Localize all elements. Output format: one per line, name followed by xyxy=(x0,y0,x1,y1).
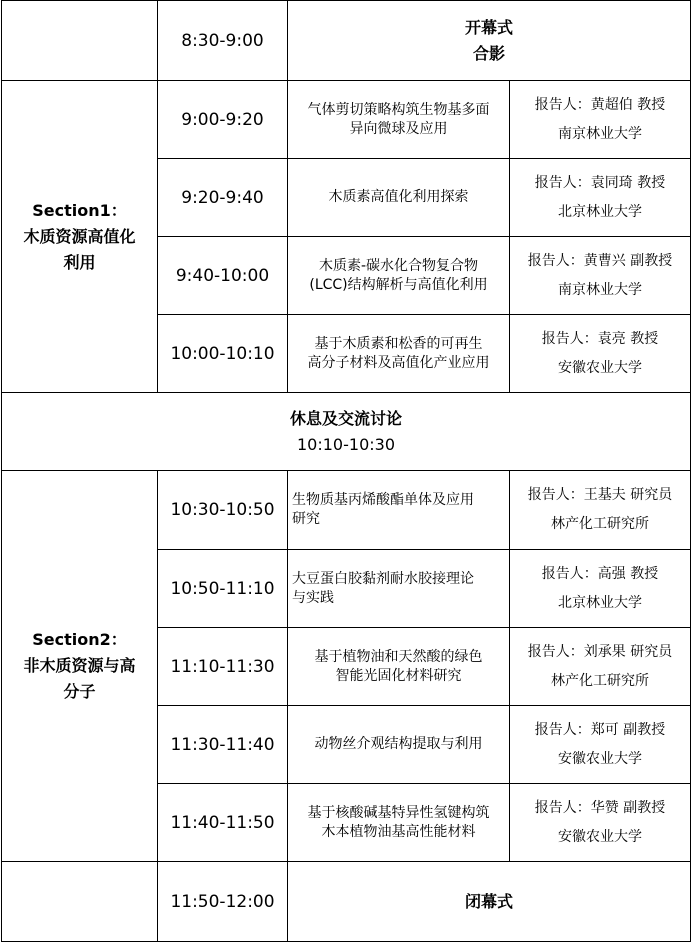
talk-topic-line1: 基于木质素和松香的可再生 xyxy=(314,335,483,352)
talk-topic-line2: 高分子材料及高值化产业应用 xyxy=(307,354,490,371)
talk-topic-line1: 气体剪切策略构筑生物基多面 xyxy=(307,101,490,118)
talk-speaker xyxy=(510,550,691,628)
speaker-affiliation: 安徽农业大学 xyxy=(558,828,642,845)
talk-topic-line1: 生物质基丙烯酸酯单体及应用 xyxy=(292,492,474,508)
opening-row xyxy=(2,1,691,81)
talk-time: 11:40-11:50 xyxy=(158,784,288,862)
speaker-affiliation: 南京林业大学 xyxy=(558,125,642,142)
talk-topic xyxy=(288,628,510,706)
talk-time: 10:00-10:10 xyxy=(158,315,288,393)
table-row xyxy=(2,471,691,550)
talk-speaker xyxy=(510,471,691,550)
agenda-table xyxy=(1,0,691,942)
talk-speaker xyxy=(510,784,691,862)
talk-topic xyxy=(288,237,510,315)
talk-topic-line1: 动物丝介观结构提取与利用 xyxy=(314,736,483,752)
speaker-affiliation: 安徽农业大学 xyxy=(558,750,642,767)
closing-time: 11:50-12:00 xyxy=(158,862,288,942)
talk-speaker xyxy=(510,706,691,784)
talk-topic xyxy=(288,784,510,862)
speaker-name: 报告人：郑可 副教授 xyxy=(534,721,666,738)
speaker-name: 报告人：黄超伯 教授 xyxy=(534,96,666,113)
talk-topic-line2: (LCC)结构解析与高值化利用 xyxy=(309,276,488,293)
speaker-name: 报告人：华赞 副教授 xyxy=(534,799,666,816)
talk-time: 9:20-9:40 xyxy=(158,159,288,237)
empty-cell xyxy=(2,1,158,81)
section1-title: Section1： xyxy=(32,200,127,220)
talk-topic xyxy=(288,706,510,784)
talk-topic xyxy=(288,159,510,237)
opening-cell xyxy=(288,1,691,81)
talk-topic-line2: 与实践 xyxy=(292,589,334,606)
speaker-name: 报告人：高强 教授 xyxy=(541,565,659,582)
talk-topic-line1: 木质素高值化利用探索 xyxy=(328,189,469,205)
talk-topic-line1: 基于核酸碱基特异性氢键构筑 xyxy=(307,804,490,821)
section1-name-line2: 利用 xyxy=(63,252,96,272)
speaker-affiliation: 北京林业大学 xyxy=(558,203,642,220)
talk-speaker xyxy=(510,159,691,237)
closing-title: 闭幕式 xyxy=(465,891,514,911)
speaker-name: 报告人：王基夫 研究员 xyxy=(527,487,673,503)
speaker-affiliation: 南京林业大学 xyxy=(558,281,642,298)
closing-cell xyxy=(288,862,691,942)
speaker-affiliation: 安徽农业大学 xyxy=(558,359,642,376)
talk-time: 11:10-11:30 xyxy=(158,628,288,706)
opening-time: 8:30-9:00 xyxy=(158,1,288,81)
section1-cell xyxy=(2,81,158,393)
table-row xyxy=(2,81,691,159)
talk-time: 9:00-9:20 xyxy=(158,81,288,159)
talk-time: 9:40-10:00 xyxy=(158,237,288,315)
speaker-name: 报告人：袁亮 教授 xyxy=(541,330,659,347)
talk-topic xyxy=(288,471,510,550)
opening-subtitle: 合影 xyxy=(473,43,506,63)
section2-title: Section2： xyxy=(32,630,127,649)
empty-cell xyxy=(2,862,158,942)
talk-speaker xyxy=(510,81,691,159)
talk-time: 11:30-11:40 xyxy=(158,706,288,784)
speaker-name: 报告人：刘承果 研究员 xyxy=(527,643,673,660)
section2-name-line2: 分子 xyxy=(63,682,96,701)
talk-speaker xyxy=(510,237,691,315)
break-title: 休息及交流讨论 xyxy=(290,408,403,428)
talk-speaker xyxy=(510,628,691,706)
break-row xyxy=(2,393,691,471)
talk-time: 10:30-10:50 xyxy=(158,471,288,550)
talk-topic xyxy=(288,550,510,628)
talk-topic-line2: 异向微球及应用 xyxy=(349,120,448,137)
section2-name-line1: 非木质资源与高 xyxy=(23,656,136,675)
section2-cell xyxy=(2,471,158,862)
closing-row xyxy=(2,862,691,942)
section1-name-line1: 木质资源高值化 xyxy=(23,226,136,246)
talk-topic-line1: 木质素-碳水化合物复合物 xyxy=(318,257,479,274)
talk-speaker xyxy=(510,315,691,393)
speaker-name: 报告人：袁同琦 教授 xyxy=(534,174,666,191)
talk-topic xyxy=(288,81,510,159)
break-cell xyxy=(2,393,691,471)
talk-topic xyxy=(288,315,510,393)
talk-topic-line1: 基于植物油和天然酸的绿色 xyxy=(314,648,483,665)
speaker-name: 报告人：黄曹兴 副教授 xyxy=(527,252,673,269)
speaker-affiliation: 林产化工研究所 xyxy=(551,516,649,532)
speaker-affiliation: 林产化工研究所 xyxy=(551,672,649,689)
talk-topic-line1: 大豆蛋白胶黏剂耐水胶接理论 xyxy=(292,570,474,587)
opening-title: 开幕式 xyxy=(465,17,514,37)
speaker-affiliation: 北京林业大学 xyxy=(558,594,642,611)
talk-topic-line2: 木本植物油基高性能材料 xyxy=(321,823,476,840)
break-time: 10:10-10:30 xyxy=(297,434,395,454)
talk-time: 10:50-11:10 xyxy=(158,550,288,628)
talk-topic-line2: 智能光固化材料研究 xyxy=(335,667,462,684)
talk-topic-line2: 研究 xyxy=(292,511,320,527)
